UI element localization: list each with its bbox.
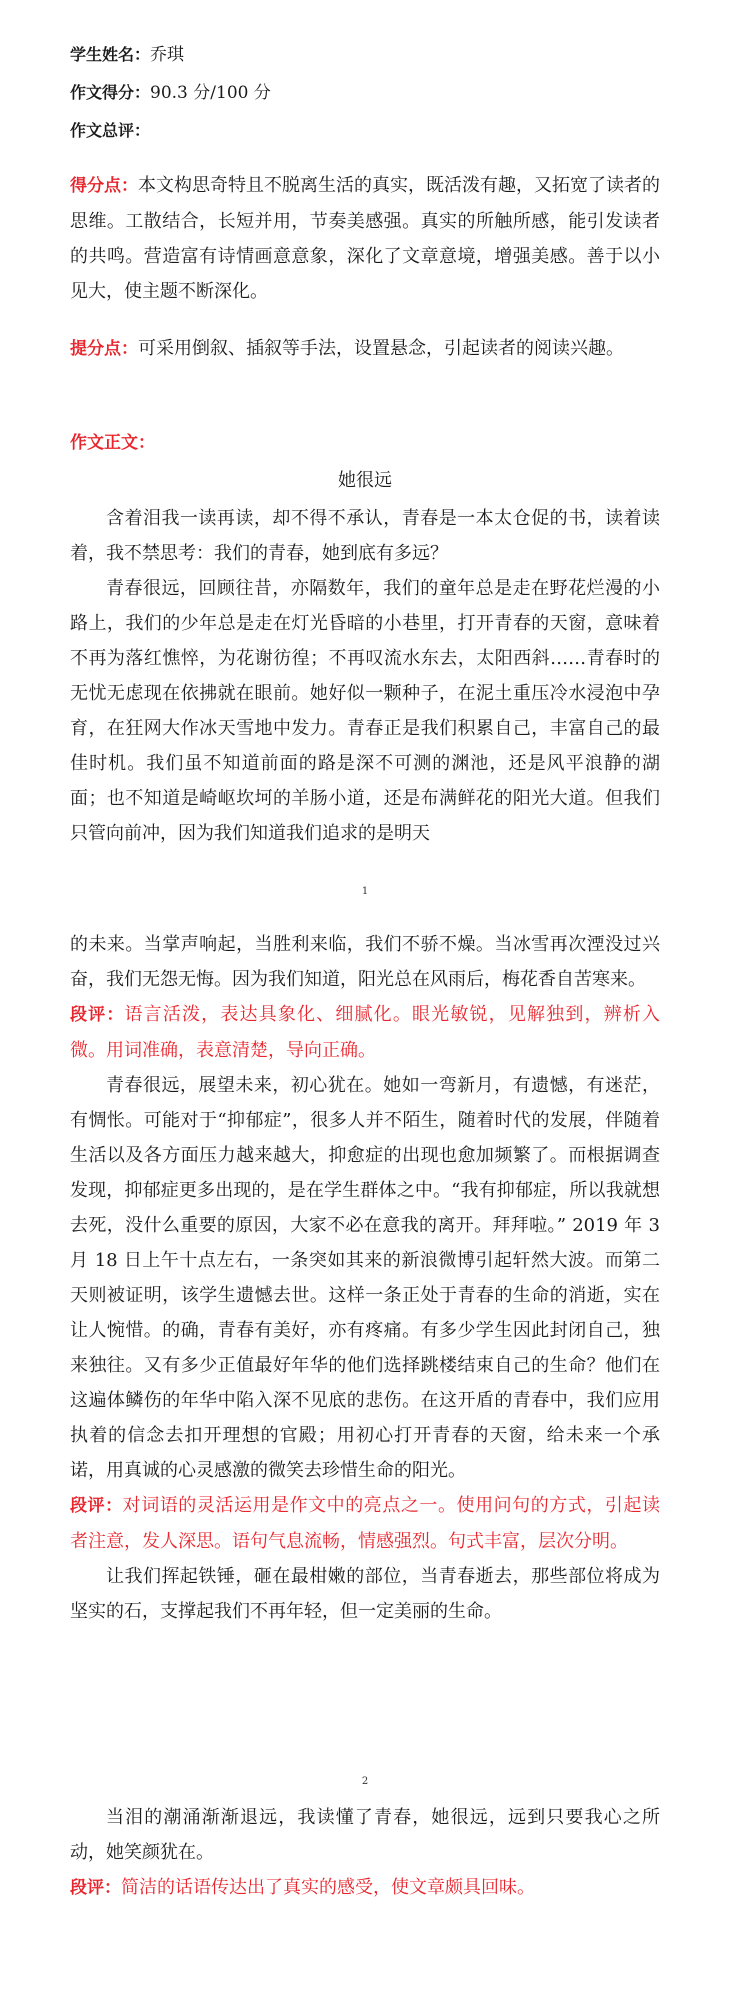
merit-label: 得分点： [70, 176, 138, 196]
page-number-2: 2 [361, 1776, 369, 1787]
paragraph-review-1-label: 段评： [70, 1005, 125, 1025]
score-label: 作文得分： [70, 83, 151, 102]
paragraph-review-3 [70, 1870, 660, 1906]
improve-paragraph [70, 331, 660, 367]
page-number-1: 1 [361, 886, 369, 897]
overall-comment-heading [70, 116, 150, 146]
paragraph-review-1-text: 语言活泼，表达具象化、细腻化。眼光敏锐，见解独到，辨析入微。用词准确，表意清楚，导向正确。 [70, 1004, 660, 1061]
merit-text: 本文构思奇特且不脱离生活的真实，既活泼有趣，又拓宽了读者的思维。工散结合，长短并用，节奏美感强。真实的所触所感，能引发读者的共鸣。营造富有诗情画意意象，深化了文章意境，增强美感。善于以小见大，使主题不断深化。 [70, 175, 660, 302]
overall-comment-label: 作文总评： [70, 121, 151, 140]
student-name-value: 乔琪 [150, 45, 185, 65]
paragraph-review-3-text: 简洁的话语传达出了真实的感受，使文章颇具回味。 [121, 1877, 535, 1898]
student-name-label: 学生姓名： [70, 45, 151, 64]
essay-paragraph-5: 当泪的潮涌渐渐退远，我读懂了青春，她很远，远到只要我心之所动，她笑颜犹在。 [70, 1807, 660, 1863]
essay-paragraph-3: 青春很远，展望未来，初心犹在。她如一弯新月，有遗憾，有迷茫，有惆怅。可能对于“抑郁症”，很多人并不陌生，随着时代的发展，伴随着生活以及各方面压力越来越大，抑愈症的出现也愈加频繁了。而根据调查发现，抑郁症更多出现的，是在学生群体之中。“我有抑郁症，所以我就想去死，没什么重要的原因，大家不必在意我的离开。拜拜啦。” 2019 年 3 月 18 日上午十点左右，一条突如其来的新浪微博引起轩然大波。而第二天则被证明，该学生遗憾去世。这样一条正处于青春的生命的消逝，实在让人惋惜。的确，青春有美好，亦有疼痛。有多少学生因此封闭自己，独来独往。又有多少正值最好年华的他们选择跳楼结束自己的生命？他们在这遍体鳞伤的年华中陷入深不见底的悲伤。在这开盾的青春中，我们应用执着的信念去扣开理想的官殿；用初心打开青春的天窗，给未来一个承诺，用真诚的心灵感激的微笑去珍惜生命的阳光。 [70, 1075, 660, 1481]
essay-body-page3 [70, 1800, 660, 1906]
score-value: 90.3 分/100 分 [150, 83, 271, 103]
paragraph-review-2-text: 对词语的灵活运用是作文中的亮点之一。使用问句的方式，引起读者注意，发人深思。语句气息流畅，情感强烈。句式丰富，层次分明。 [70, 1495, 661, 1552]
score-line [70, 78, 271, 108]
paragraph-review-1 [70, 997, 660, 1068]
paragraph-review-3-label: 段评： [70, 1878, 121, 1898]
paragraph-review-2 [70, 1488, 660, 1559]
essay-paragraph-2-part2: 的未来。当掌声响起，当胜利来临，我们不骄不燥。当冰雪再次湮没过兴奋，我们无怨无悔。因为我们知道，阳光总在风雨后，梅花香自苦寒来。 [70, 934, 660, 990]
essay-section-label: 作文正文： [70, 433, 155, 453]
improve-label: 提分点： [70, 339, 138, 359]
essay-title: 她很远 [338, 470, 392, 491]
improve-text: 可采用倒叙、插叙等手法，设置悬念，引起读者的阅读兴趣。 [138, 338, 624, 359]
merit-paragraph [70, 168, 660, 309]
essay-section-heading [70, 425, 660, 461]
essay-paragraph-2-part1: 青春很远，回顾往昔，亦隔数年，我们的童年总是走在野花烂漫的小路上，我们的少年总是走在灯光昏暗的小巷里，打开青春的天窗，意味着不再为落红憔悴，为花谢彷徨；不再叹流水东去，太阳西斜……青春时的无忧无虑现在依拂就在眼前。她好似一颗种子，在泥土重压冷水浸泡中孕育，在狂网大作冰天雪地中发力。青春正是我们积累自己，丰富自己的最佳时机。我们虽不知道前面的路是深不可测的渊池，还是风平浪静的湖面；也不知道是崎岖坎坷的羊肠小道，还是布满鲜花的阳光大道。但我们只管向前冲，因为我们知道我们追求的是明天 [70, 578, 660, 844]
essay-paragraph-1: 含着泪我一读再读，却不得不承认，青春是一本太仓促的书，读着读着，我不禁思考：我们的青春，她到底有多远？ [70, 508, 660, 564]
paragraph-review-2-label: 段评： [70, 1496, 123, 1516]
student-name-line [70, 40, 184, 70]
essay-body-page1 [70, 501, 660, 851]
essay-body-page2 [70, 927, 660, 1629]
essay-paragraph-4: 让我们挥起铁锤，砸在最柑嫩的部位，当青春逝去，那些部位将成为坚实的石，支撑起我们不再年轻，但一定美丽的生命。 [70, 1566, 660, 1622]
